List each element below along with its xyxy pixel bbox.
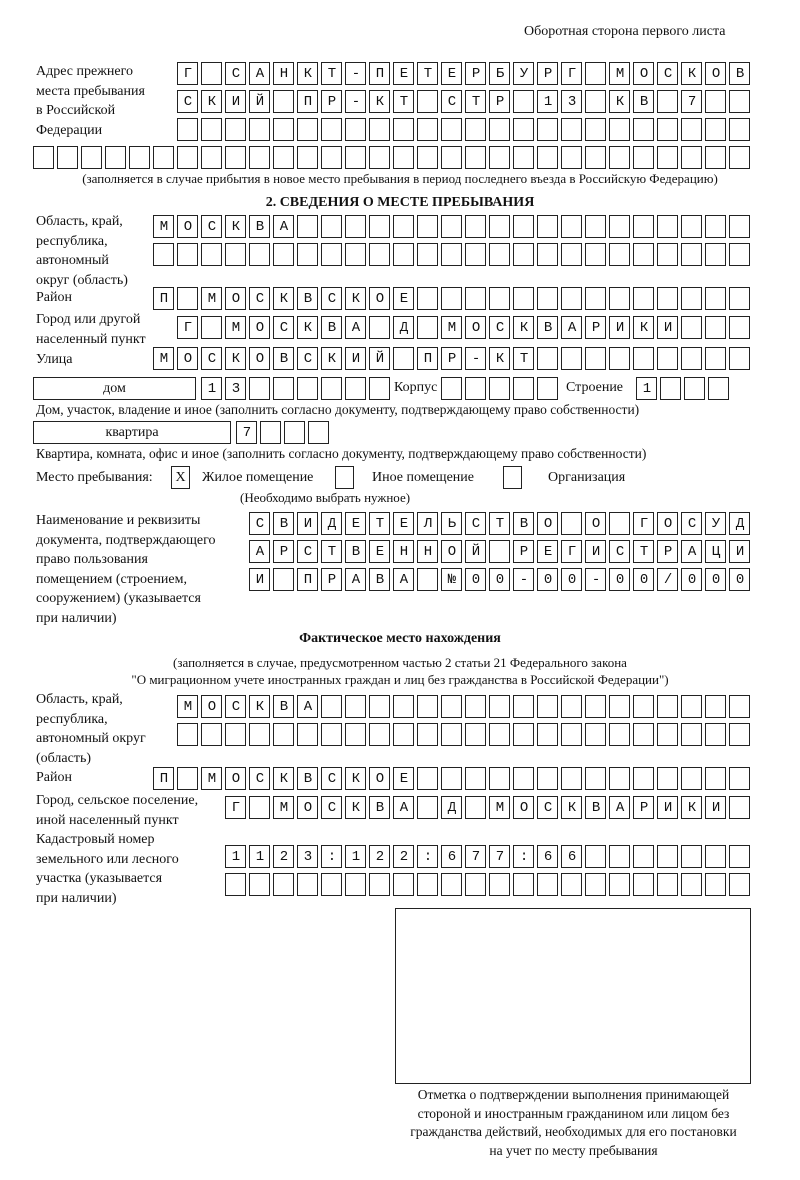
row-text: АРСТВЕННОЙ РЕГИСТРАЦИ xyxy=(255,544,760,560)
other-premises-checkbox[interactable] xyxy=(335,466,354,489)
section2-title: 2. СВЕДЕНИЯ О МЕСТЕ ПРЕБЫВАНИЯ xyxy=(265,195,535,210)
row-text xyxy=(160,243,760,267)
row-text: 7 xyxy=(242,425,339,441)
label-line: населенный пункт xyxy=(36,331,146,347)
building-row[interactable] xyxy=(636,377,739,401)
house-type-field[interactable]: дом xyxy=(33,377,196,400)
row-text: МОСКВА xyxy=(183,699,760,715)
document-row-3[interactable] xyxy=(249,568,789,592)
label-line: Наименование и реквизиты xyxy=(36,513,201,528)
row-text xyxy=(184,118,760,142)
actual-region-row-2[interactable] xyxy=(177,723,787,747)
label-line: автономный xyxy=(36,253,109,269)
row-text: П МОСКВСКОЕ xyxy=(159,291,760,307)
cadastre-number-text: 1123:122:677:66 xyxy=(231,849,760,865)
label-line: право пользования xyxy=(36,552,148,568)
korpus-row[interactable] xyxy=(441,377,563,401)
label-line: в Российской xyxy=(36,103,116,119)
district-label: Район xyxy=(36,290,72,305)
actual-region-row-1[interactable] xyxy=(177,695,787,719)
row-text: П МОСКВСКОЕ xyxy=(159,771,760,787)
row-text xyxy=(232,873,760,897)
region-label xyxy=(36,212,128,290)
row-text: 13 xyxy=(207,381,400,397)
row-text: И ПРАВА №00-00-00/000 xyxy=(255,572,760,588)
actual-note-1: (заполняется в случае, предусмотренном частью 2 статьи 21 Федерального закона xyxy=(173,655,627,670)
label-line: (область) xyxy=(36,750,92,766)
row-text: СВИДЕТЕЛЬСТВО О ГОСУД xyxy=(255,516,760,532)
label-line: республика, xyxy=(36,233,108,249)
label-line: сооружением) (указывается xyxy=(36,591,201,607)
label-line: при наличии) xyxy=(36,610,117,626)
row-text xyxy=(40,146,760,170)
row-text xyxy=(184,723,760,747)
street-row[interactable] xyxy=(153,347,800,371)
flat-number-row[interactable] xyxy=(236,421,339,445)
prev-address-label xyxy=(36,62,145,140)
caption-line: Отметка о подтверждении выполнения принимающей xyxy=(417,1087,730,1102)
city-row[interactable] xyxy=(177,316,800,340)
flat-note: Квартира, комната, офис и иное (заполнить согласно документу, подтверждающему право собственности) xyxy=(36,446,647,461)
caption-line: стороной и иностранным гражданином или лицом без xyxy=(417,1105,730,1121)
stay-label: Место пребывания: xyxy=(36,470,153,485)
actual-city-label xyxy=(36,791,198,830)
label-line: Область, край, xyxy=(36,692,123,707)
actual-note-2: "О миграционном учете иностранных граждан и лиц без гражданства в Российской Федерации") xyxy=(131,672,669,687)
document-label xyxy=(36,511,216,629)
confirmation-caption xyxy=(395,1086,752,1160)
label-line: при наличии) xyxy=(36,890,117,906)
organization-checkbox[interactable] xyxy=(503,466,522,489)
label-line: иной населенный пункт xyxy=(36,812,179,828)
prev-address-row-1[interactable] xyxy=(177,62,800,86)
prev-address-row-4[interactable] xyxy=(33,146,793,170)
label-line: Город или другой xyxy=(36,312,141,327)
prev-address-note: (заполняется в случае прибытия в новое место пребывания в период последнего въезда в Российскую Федерацию) xyxy=(82,171,718,186)
label-line: земельного или лесного xyxy=(36,851,179,867)
house-note: Дом, участок, владение и иное (заполнить согласно документу, подтверждающему право собственности) xyxy=(36,402,640,417)
street-label: Улица xyxy=(36,352,73,367)
row-text xyxy=(448,377,568,401)
actual-district-row[interactable] xyxy=(153,767,783,791)
residential-checkbox[interactable]: X xyxy=(171,466,190,489)
flat-type-field[interactable]: квартира xyxy=(33,421,231,444)
prev-address-row-2[interactable] xyxy=(177,90,800,114)
label-line: Город, сельское поселение, xyxy=(36,793,199,808)
building-label: Строение xyxy=(566,380,624,395)
row-text: Г МОСКВА Д МОСКВАРИКИ xyxy=(231,800,760,816)
label-line: Адрес прежнего xyxy=(36,64,133,79)
side-note: Оборотная сторона первого листа xyxy=(524,24,726,39)
caption-line: на учет по месту пребывания xyxy=(489,1142,658,1158)
label-line: Кадастровый номер xyxy=(36,832,155,847)
label-line: автономный округ xyxy=(36,731,146,747)
label-line: участка (указывается xyxy=(36,871,163,887)
region-row-1[interactable] xyxy=(153,215,800,239)
actual-city-row[interactable] xyxy=(225,796,785,820)
korpus-label: Корпус xyxy=(394,380,438,395)
row-text: МОСКОВСКИЙ ПР-КТ xyxy=(159,351,760,367)
region-row-2[interactable] xyxy=(153,243,800,267)
label-line: Федерации xyxy=(36,122,103,138)
caption-line: гражданства действий, необходимых для его постановки xyxy=(410,1124,737,1139)
cadastre-row-2[interactable] xyxy=(225,873,785,897)
prev-address-row-3[interactable] xyxy=(177,118,800,142)
row-text: 1 xyxy=(642,381,739,397)
label-line: помещением (строением, xyxy=(36,571,187,587)
house-number-row[interactable] xyxy=(201,377,400,401)
label-line: документа, подтверждающего xyxy=(36,532,216,548)
row-text: МОСКВА xyxy=(159,219,760,235)
actual-region-label xyxy=(36,690,146,768)
document-row-1[interactable] xyxy=(249,512,789,536)
district-row[interactable] xyxy=(153,287,800,311)
row-text: Г САНКТ-ПЕТЕРБУРГ МОСКОВ xyxy=(183,66,760,82)
row-text: СКИЙ ПР-КТ СТР 13 КВ 7 xyxy=(183,94,760,110)
row-text: Г МОСКВА Д МОСКВАРИКИ xyxy=(183,320,760,336)
label-line: республика, xyxy=(36,711,108,727)
cadastre-row-1[interactable] xyxy=(225,845,785,869)
document-row-2[interactable] xyxy=(249,540,789,564)
other-premises-label: Иное помещение xyxy=(372,470,474,485)
actual-district-label: Район xyxy=(36,770,72,785)
cadastre-label xyxy=(36,830,179,908)
options-note: (Необходимо выбрать нужное) xyxy=(240,490,411,505)
label-line: Область, край, xyxy=(36,214,123,229)
confirmation-stamp-area xyxy=(395,908,751,1084)
label-line: места пребывания xyxy=(36,83,145,99)
label-line: округ (область) xyxy=(36,272,128,288)
residential-label: Жилое помещение xyxy=(202,470,314,485)
organization-label: Организация xyxy=(548,470,626,485)
actual-title: Фактическое место нахождения xyxy=(299,631,501,646)
city-label xyxy=(36,310,146,349)
